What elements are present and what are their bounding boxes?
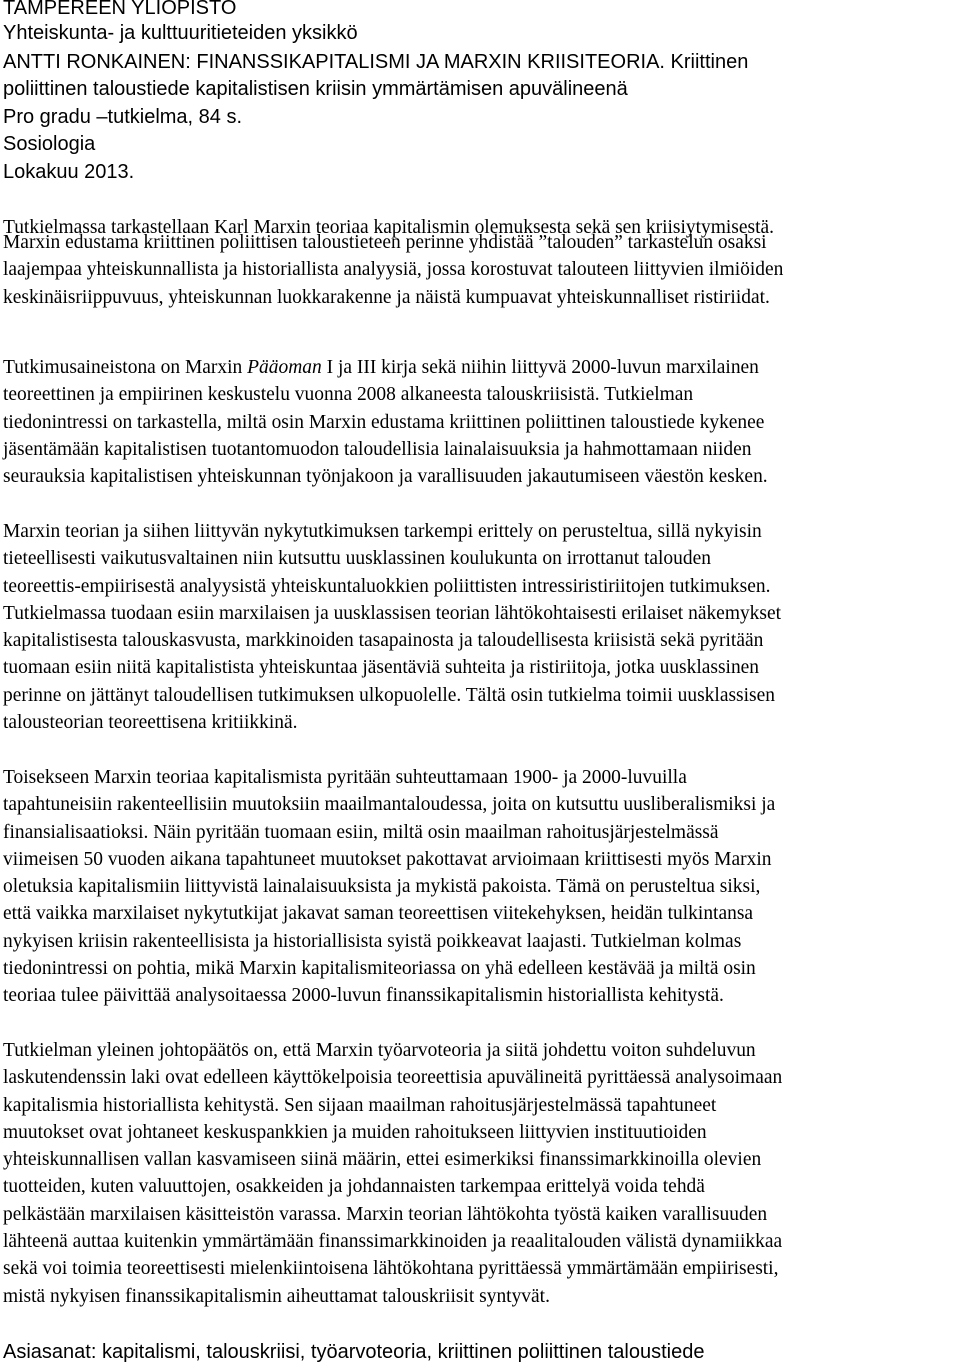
text-line: perinne on jättänyt taloudellisen tutkimuksen ulkopuolelle. Tältä osin tutkielma toimii uusklassisen (3, 684, 775, 706)
text-line: Marxin teorian ja siihen liittyvän nykytutkimuksen tarkempi erittely on perusteltua, sillä nykyisin (3, 521, 762, 542)
text-line: teoreettis-empiirisestä analyysistä yhteiskuntaluokkien poliittisten intressiristiriitojen tutkimuksen. (3, 575, 771, 597)
text-line: tiedonintressi on tarkastella, miltä osin Marxin edustama kriittinen poliittinen taloustiede kykenee (3, 411, 765, 433)
text-line: jäsentämään kapitalistisen tuotantomuodon taloudellisia lainalaisuuksia ja hahmottamaan niiden (3, 438, 752, 460)
abstract-paragraph-4 (3, 518, 960, 736)
text-line: talousteorian teoreettisena kritiikkinä. (3, 712, 298, 734)
thesis-title-line-2: poliittinen taloustiede kapitalistisen kriisin ymmärtämisen apuvälineenä (3, 78, 628, 100)
text-line: teoriaa tulee päivittää analysoitaessa 2000-luvun finanssikapitalismin historiallista kehitystä. (3, 985, 724, 1007)
text-line: mistä nykyisen finanssikapitalismin aiheuttamat talouskriisit syntyvät. (3, 1285, 550, 1307)
thesis-type: Pro gradu –tutkielma, 84 s. (3, 106, 243, 128)
abstract-paragraph-5 (3, 764, 960, 1010)
text-line: viimeisen 50 vuoden aikana tapahtuneet muutokset pakottavat arvioimaan kriittisesti myös Marxin (3, 848, 772, 870)
abstract-paragraph-6 (3, 1037, 960, 1310)
text-line: tapahtuneisiin rakenteellisiin muutoksiin maailmantaloudessa, joita on kutsuttu uusliberalismiksi ja (3, 794, 776, 816)
text-line: että vaikka marxilaiset nykytutkijat jakavat saman teoreettisen viitekehyksen, heidän tulkintansa (3, 903, 754, 925)
subject: Sosiologia (3, 133, 96, 155)
university-name: TAMPEREEN YLIOPISTO (3, 0, 237, 19)
text-line: laajempaa yhteiskunnallista ja historiallista analyysiä, jossa korostuvat talouteen liittyvien ilmiöiden (3, 259, 784, 281)
text-line: oletuksia kapitalismiin liittyvistä lainalaisuuksista ja mykistä pakoista. Tämä on perusteltua siksi, (3, 876, 761, 898)
text-line: teoreettinen ja empiirinen keskustelu vuonna 2008 alkaneesta talouskriisistä. Tutkielman (3, 384, 694, 406)
text-line: Tutkielman yleinen johtopäätös on, että Marxin työarvoteoria ja siitä johdettu voiton suhdeluvun (3, 1040, 756, 1061)
abstract-paragraph-2 (3, 229, 960, 311)
text-line: sekä voi toimia teoreettisesti mielenkiintoisena lähtökohtana pyrittäessä ymmärtämään empiirisesti, (3, 1258, 779, 1280)
text-line: Marxin edustama kriittinen poliittisen taloustieteen perinne yhdistää ”talouden” tarkastelun osaksi (3, 232, 767, 253)
text-line: seurauksia kapitalistisen yhteiskunnan työnjakoon ja varallisuuden jakautumiseen väestön kesken. (3, 466, 768, 488)
abstract-paragraph-3 (3, 354, 960, 490)
unit-name: Yhteiskunta- ja kulttuuritieteiden yksikkö (3, 22, 358, 44)
text-line: kapitalistisesta talouskasvusta, markkinoiden tasapainosta ja taloudellisesta kriisistä sekä pyritään (3, 630, 764, 652)
text-line: nykyisen kriisin rakenteellisista ja historiallisista syistä poikkeavat laajasti. Tutkielman kolmas (3, 930, 742, 952)
text-line: Tutkimusaineistona on Marxin Pääoman I ja III kirja sekä niihin liittyvä 2000-luvun marxilainen (3, 357, 759, 378)
text-line: muutokset ovat johtaneet keskuspankkien ja muiden rahoitukseen liittyvien instituutioiden (3, 1121, 707, 1143)
text-line: keskinäisriippuvuus, yhteiskunnan luokkarakenne ja näistä kumpuavat yhteiskunnalliset ristiriidat. (3, 286, 770, 308)
date: Lokakuu 2013. (3, 161, 135, 183)
text-line: kapitalismia historiallista kehitystä. Sen sijaan maailman rahoitusjärjestelmässä tapahtuneet (3, 1094, 717, 1116)
text-line: tieteellisesti vaikutusvaltainen niin kutsuttu uusklassinen koulukunta on irrottanut talouden (3, 548, 712, 570)
text-line: pelkästään marxilaisen käsitteistön varassa. Marxin teorian lähtökohta työstä kaiken varallisuuden (3, 1203, 768, 1225)
text-line: laskutendenssin laki ovat edelleen käyttökelpoisia teoreettisia apuvälineitä pyrittäessä analysoimaan (3, 1067, 783, 1089)
keywords: Asiasanat: kapitalismi, talouskriisi, työarvoteoria, kriittinen poliittinen taloustiede (3, 1341, 705, 1363)
text-line: Tutkielmassa tarkastellaan Karl Marxin teoriaa kapitalismin olemuksesta sekä sen kriisiytymisestä. (3, 217, 774, 238)
text-line: Tutkielmassa tuodaan esiin marxilaisen ja uusklassisen teorian lähtökohtaisesti erilaiset näkemykset (3, 602, 782, 624)
text-line: Toisekseen Marxin teoriaa kapitalismista pyritään suhteuttamaan 1900- ja 2000-luvuilla (3, 767, 687, 788)
thesis-title-line-1: ANTTI RONKAINEN: FINANSSIKAPITALISMI JA MARXIN KRIISITEORIA. Kriittinen (3, 51, 749, 73)
text-line: finansialisaatioksi. Näin pyritään tuomaan esiin, miltä osin maailman rahoitusjärjestelmässä (3, 821, 719, 843)
book-title-italic: Pääoman (247, 357, 322, 378)
text-line: lähteenä auttaa kuitenkin ymmärtämään finanssimarkkinoiden ja reaalitalouden välistä dynamiikkaa (3, 1231, 783, 1253)
text-line: yhteiskunnallisen vallan kasvamiseen siinä määrin, ettei esimerkiksi finanssimarkkinoilla olevien (3, 1149, 762, 1171)
text-line: tuotteiden, kuten valuuttojen, osakkeiden ja johdannaisten tarkempaa erittelyä voida tehdä (3, 1176, 705, 1198)
text-line: tiedonintressi on pohtia, mikä Marxin kapitalismiteoriassa on yhä edelleen kestävää ja miltä osin (3, 958, 756, 980)
text-line: tuomaan esiin niitä kapitalistista yhteiskuntaa jäsentäviä suhteita ja ristiriitoja, jotka uusklassinen (3, 657, 760, 679)
